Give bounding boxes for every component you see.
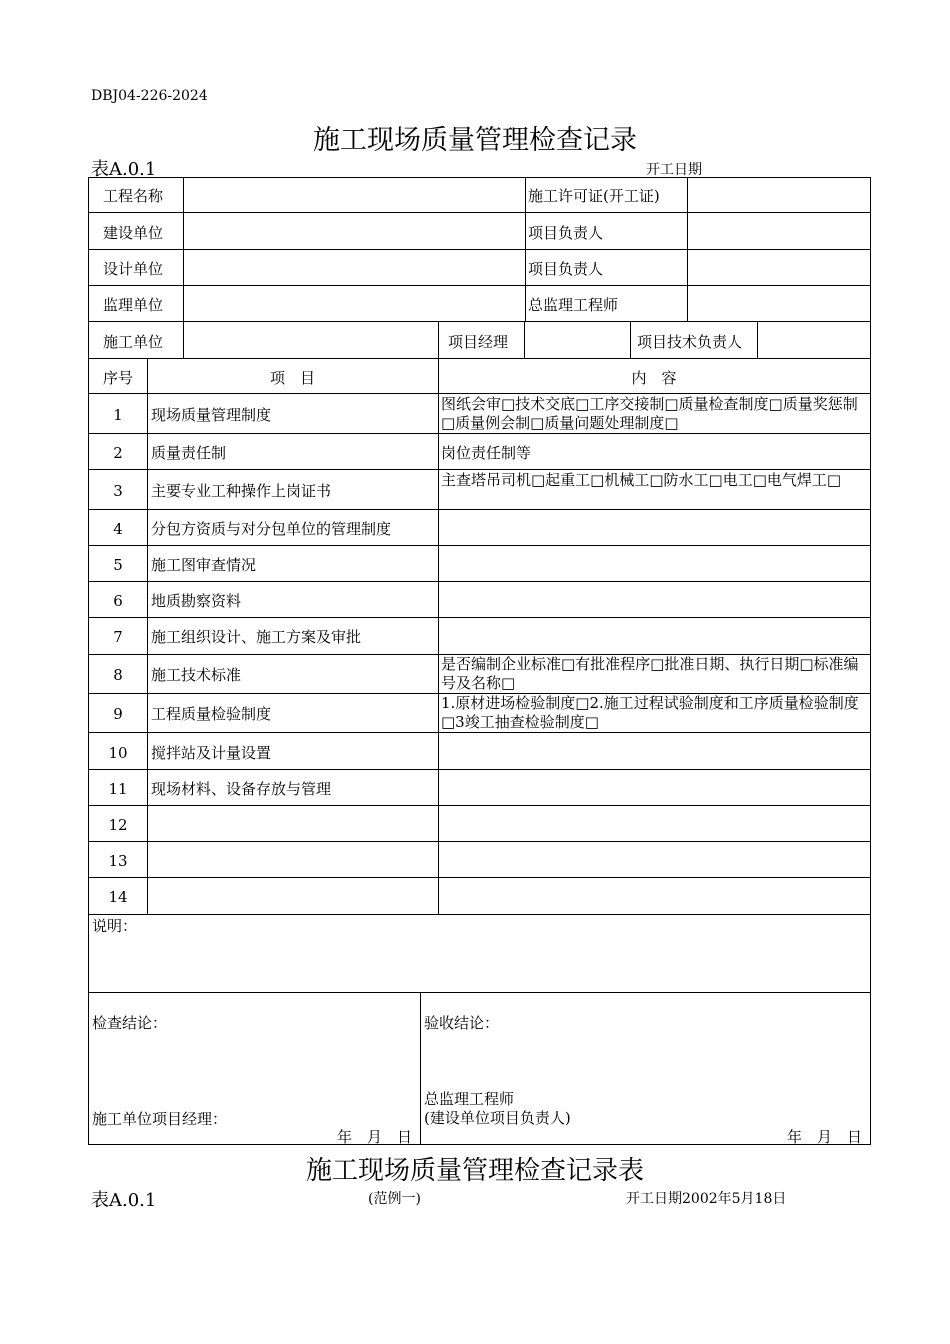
- row-no: 6: [113, 592, 123, 610]
- row-no: 7: [113, 628, 123, 646]
- owner-lead-label: 项目负责人: [528, 224, 604, 242]
- row-no: 4: [113, 520, 123, 538]
- col-header-item: 项 目: [269, 369, 315, 387]
- row-item: 施工图审查情况: [151, 556, 257, 574]
- row-no: 10: [108, 744, 128, 762]
- row-no: 12: [108, 816, 128, 834]
- col-header-no: 序号: [102, 369, 133, 387]
- project-manager-label: 项目经理: [448, 333, 509, 351]
- row-content: 岗位责任制等: [441, 444, 532, 462]
- owner-lead-sign: (建设单位项目负责人): [424, 1109, 571, 1127]
- design-lead-label: 项目负责人: [528, 260, 604, 278]
- chief-supervisor-label: 总监理工程师: [528, 296, 619, 314]
- notes-label: 说明：: [92, 917, 138, 935]
- row-no: 9: [113, 705, 123, 723]
- row-item: 地质勘察资料: [151, 592, 242, 610]
- row-no: 14: [108, 888, 128, 906]
- project-name-label: 工程名称: [103, 187, 164, 205]
- record-form: [88, 177, 871, 1145]
- example-label: (范例一): [368, 1191, 421, 1207]
- construction-unit-label: 施工单位: [103, 333, 164, 351]
- row-item: 主要专业工种操作上岗证书: [151, 482, 332, 500]
- row-no: 8: [113, 666, 123, 684]
- col-header-content: 内 容: [631, 369, 677, 387]
- row-item: 施工组织设计、施工方案及审批: [151, 628, 362, 646]
- page-title: 施工现场质量管理检查记录: [313, 125, 637, 156]
- owner-unit-label: 建设单位: [103, 224, 164, 242]
- design-unit-label: 设计单位: [103, 260, 164, 278]
- chief-supervisor-sign: 总监理工程师: [424, 1090, 515, 1108]
- row-content: 1.原材进场检验制度□2.施工过程试验制度和工序质量检验制度□3竣工抽查检验制度□: [441, 694, 859, 731]
- row-item: 现场质量管理制度: [151, 406, 272, 424]
- tech-lead-label: 项目技术负责人: [637, 333, 743, 351]
- second-title: 施工现场质量管理检查记录表: [305, 1156, 644, 1186]
- start-date-label: 开工日期: [646, 162, 702, 178]
- accept-date: 年 月 日: [787, 1128, 863, 1146]
- document-code: DBJ04-226-2024: [91, 88, 208, 104]
- row-content: 主查塔吊司机□起重工□机械工□防水工□电工□电气焊工□: [441, 471, 842, 489]
- construction-pm-sign: 施工单位项目经理：: [92, 1110, 228, 1128]
- row-item: 施工技术标准: [151, 666, 242, 684]
- permit-label: 施工许可证(开工证): [528, 187, 660, 205]
- row-no: 1: [113, 406, 123, 424]
- check-conclusion-label: 检查结论：: [92, 1014, 168, 1032]
- row-no: 13: [108, 852, 128, 870]
- row-item: 现场材料、设备存放与管理: [151, 780, 332, 798]
- row-content: 图纸会审□技术交底□工序交接制□质量检查制度□质量奖惩制□质量例会制□质量问题处理制度□: [441, 395, 858, 432]
- check-date: 年 月 日: [337, 1128, 413, 1146]
- supervision-unit-label: 监理单位: [103, 296, 164, 314]
- row-item: 搅拌站及计量设置: [151, 744, 272, 762]
- row-item: 质量责任制: [151, 444, 227, 462]
- accept-conclusion-label: 验收结论：: [424, 1014, 500, 1032]
- form-number: 表A.0.1: [91, 159, 157, 180]
- second-form-number: 表A.0.1: [91, 1190, 157, 1211]
- row-item: 分包方资质与对分包单位的管理制度: [151, 520, 392, 538]
- row-item: 工程质量检验制度: [151, 705, 272, 723]
- row-no: 11: [108, 780, 128, 798]
- second-start-date: 开工日期2002年5月18日: [626, 1191, 787, 1207]
- row-content: 是否编制企业标准□有批准程序□批准日期、执行日期□标准编号及名称□: [441, 655, 859, 692]
- row-no: 2: [113, 444, 123, 462]
- row-no: 3: [113, 482, 123, 500]
- row-no: 5: [113, 556, 123, 574]
